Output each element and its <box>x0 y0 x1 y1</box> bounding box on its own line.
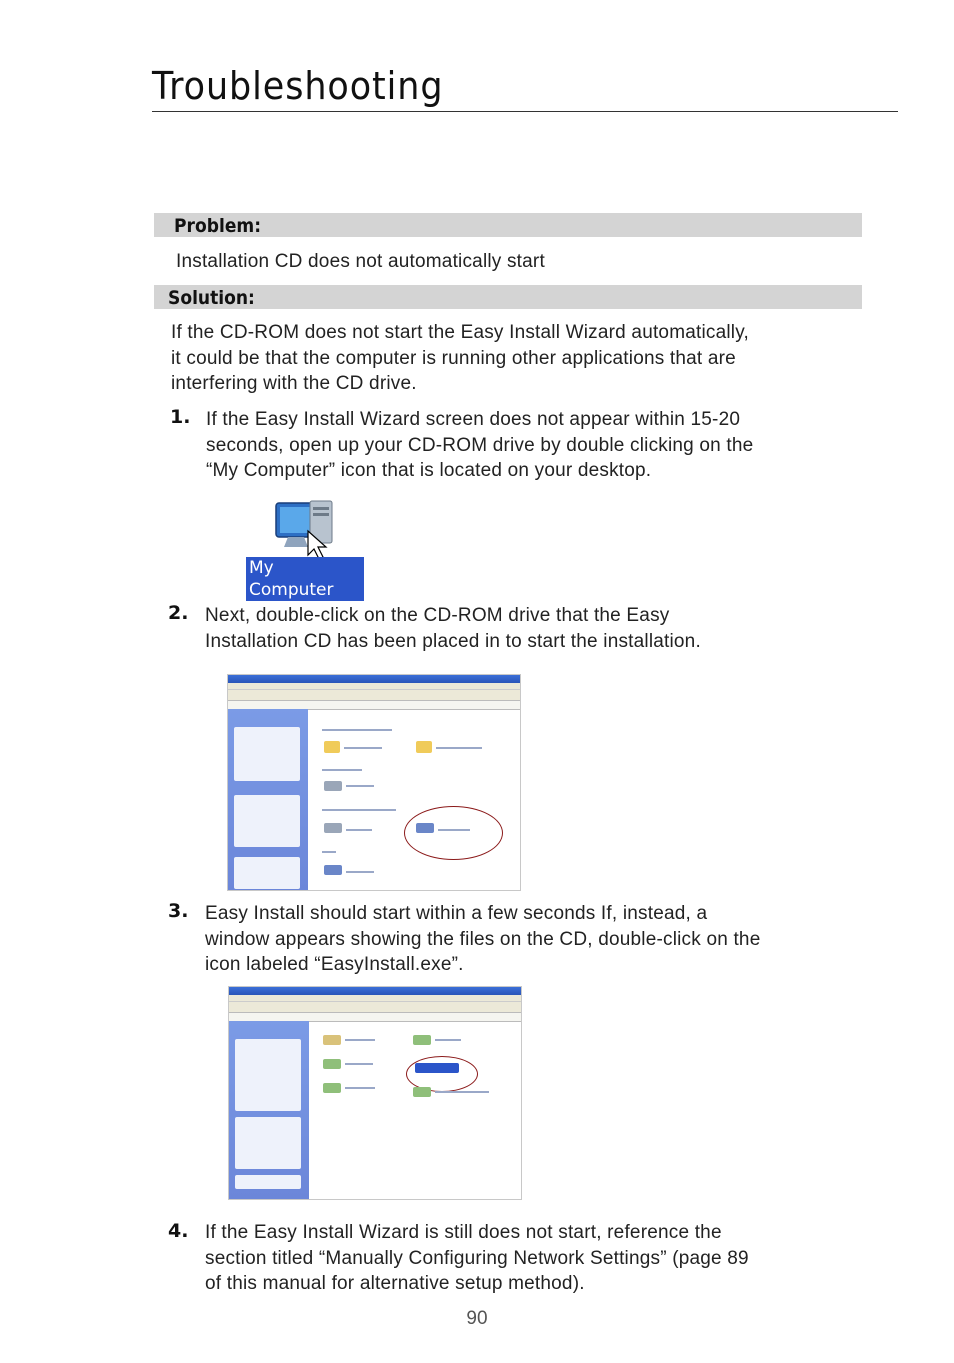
step-line: Next, double-click on the CD-ROM drive that the Easy <box>205 605 670 626</box>
task-panel <box>235 1117 301 1169</box>
step-line: of this manual for alternative setup method). <box>205 1273 585 1294</box>
my-computer-figure <box>244 497 364 600</box>
solution-intro-line: it could be that the computer is running other applications that are <box>171 347 736 369</box>
step-line: If the Easy Install Wizard screen does not appear within 15-20 <box>206 409 741 430</box>
step-number: 2. <box>168 602 189 624</box>
step-1-text <box>206 407 866 484</box>
step-line: window appears showing the files on the CD, double-click on the <box>205 928 761 950</box>
window-menubar <box>228 683 520 690</box>
highlight-circle <box>404 806 503 860</box>
step-line: seconds, open up your CD-ROM drive by double clicking on the <box>206 434 754 456</box>
file-icon <box>323 1059 341 1069</box>
drive-icon <box>324 823 342 833</box>
task-panel <box>235 1039 301 1111</box>
task-panel <box>234 857 300 889</box>
problem-bar <box>154 213 862 237</box>
my-computer-label: My Computer <box>246 557 364 601</box>
step-line: If the Easy Install Wizard is still does not start, reference the <box>205 1222 722 1243</box>
step-2-text <box>205 603 865 654</box>
drive-icon <box>324 781 342 791</box>
title-rule <box>152 111 898 112</box>
page-number: 90 <box>466 1308 488 1329</box>
window-task-pane <box>229 1021 309 1199</box>
step-line: Easy Install should start within a few seconds If, instead, a <box>205 903 708 924</box>
folder-icon <box>416 741 432 753</box>
solution-intro-line: interfering with the CD drive. <box>171 373 417 394</box>
step-number: 1. <box>170 406 191 428</box>
cd-files-window-screenshot <box>228 986 522 1200</box>
solution-label: Solution: <box>168 287 255 309</box>
file-icon <box>323 1083 341 1093</box>
my-computer-window-screenshot <box>227 674 521 891</box>
task-panel <box>234 795 300 847</box>
page-title: Troubleshooting <box>152 64 444 108</box>
network-icon <box>324 865 342 875</box>
file-icon <box>413 1035 431 1045</box>
task-panel <box>234 727 300 781</box>
window-toolbar <box>229 1002 521 1013</box>
file-icon <box>413 1087 431 1097</box>
step-number: 4. <box>168 1220 189 1242</box>
solution-bar <box>154 285 862 309</box>
file-icon <box>323 1035 341 1045</box>
window-titlebar <box>228 675 520 683</box>
window-task-pane <box>228 709 308 890</box>
step-3-text <box>205 901 865 978</box>
problem-text: Installation CD does not automatically start <box>176 251 545 272</box>
task-panel <box>235 1175 301 1189</box>
solution-intro <box>171 320 749 397</box>
step-line: section titled “Manually Configuring Network Settings” (page 89 <box>205 1247 749 1269</box>
window-titlebar <box>229 987 521 995</box>
step-line: Installation CD has been placed in to start the installation. <box>205 630 701 652</box>
step-line: icon labeled “EasyInstall.exe”. <box>205 954 464 975</box>
window-toolbar <box>228 690 520 701</box>
step-number: 3. <box>168 900 189 922</box>
my-computer-icon <box>244 497 364 559</box>
step-line: “My Computer” icon that is located on your desktop. <box>206 460 652 481</box>
problem-label: Problem: <box>174 215 262 237</box>
solution-intro-line: If the CD-ROM does not start the Easy Install Wizard automatically, <box>171 322 749 343</box>
step-4-text <box>205 1220 865 1297</box>
folder-icon <box>324 741 340 753</box>
window-menubar <box>229 995 521 1002</box>
